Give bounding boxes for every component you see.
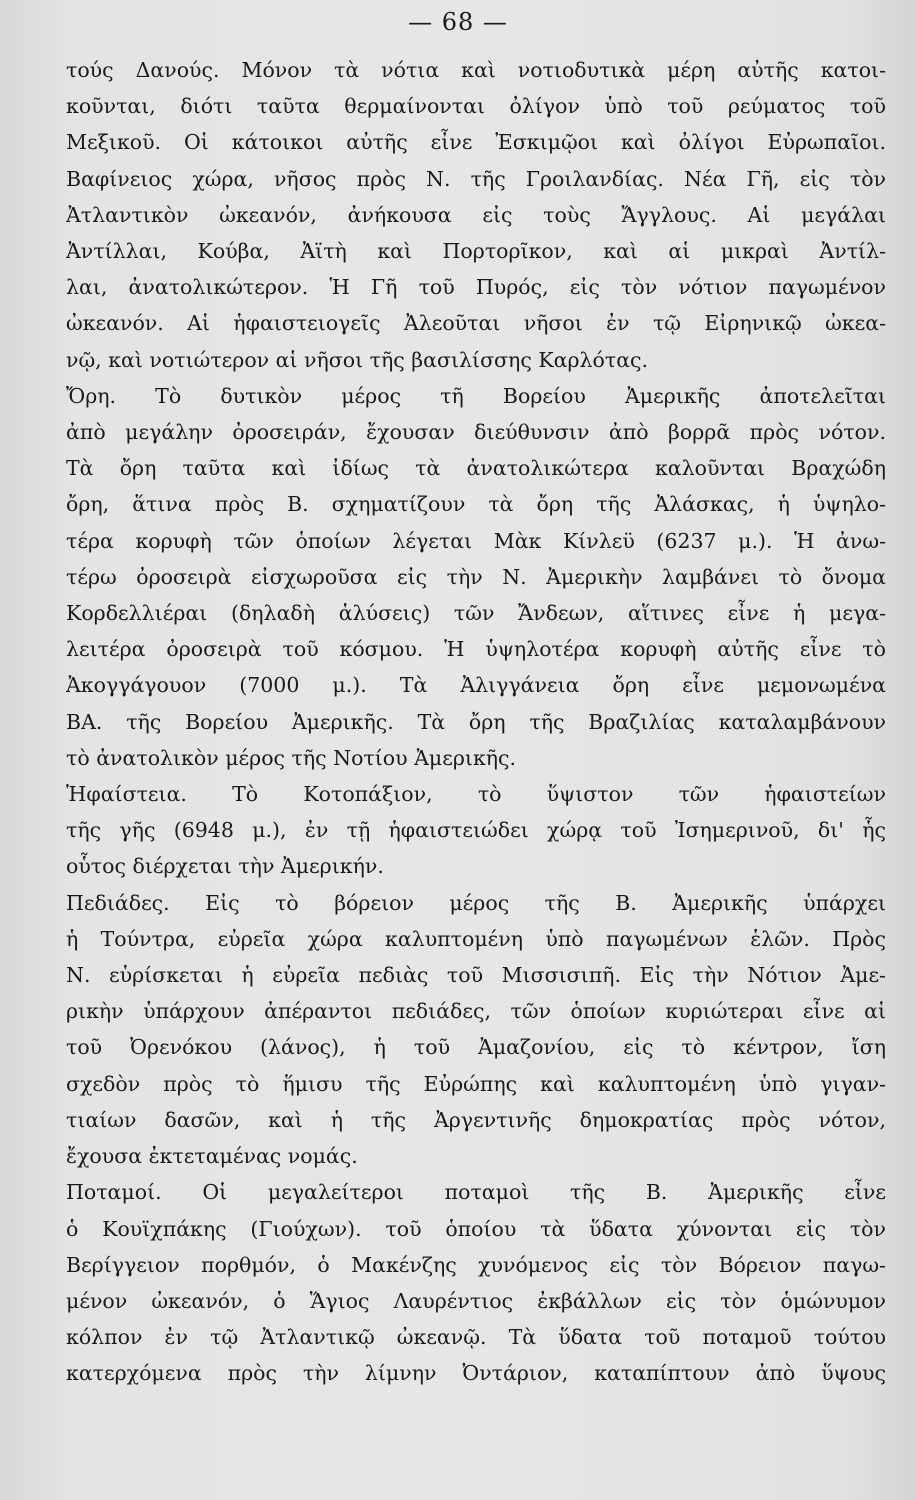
text-line: Ἀντίλλαι, Κούβα, Ἀϊτὴ καὶ Πορτορῖκον, καὶ αἱ μικραὶ Ἀντίλ- (66, 239, 886, 264)
text-line: τοῦ Ὀρενόκου (λάνος), ἡ τοῦ Ἀμαζονίου, εἰς τὸ κέντρον, ἴση (66, 1035, 886, 1060)
text-line: Βερίγγειον πορθμόν, ὁ Μακένζης χυνόμενος εἰς τὸν Βόρειον παγω- (66, 1252, 886, 1277)
text-line: τέρω ὀροσειρὰ εἰσχωροῦσα εἰς τὴν Ν. Ἀμερικὴν λαμβάνει τὸ ὄνομα (66, 564, 886, 589)
text-line: κόλπον ἐν τῷ Ἀτλαντικῷ ὠκεανῷ. Τὰ ὕδατα τοῦ ποταμοῦ τούτου (66, 1325, 886, 1350)
text-line: μένον ὠκεανόν, ὁ Ἅγιος Λαυρέντιος ἐκβάλλων εἰς τὸν ὁμώνυμον (66, 1288, 886, 1313)
text-line: ἀπὸ μεγάλην ὀροσειράν, ἔχουσαν διεύθυνσιν ἀπὸ βορρᾶ πρὸς νότον. (66, 420, 886, 445)
text-line: Ἀτλαντικὸν ὠκεανόν, ἀνήκουσα εἰς τοὺς Ἄγγλους. Αἱ μεγάλαι (66, 202, 886, 227)
text-line: ΒΑ. τῆς Βορείου Ἀμερικῆς. Τὰ ὄρη τῆς Βραζιλίας καταλαμβάνουν (66, 709, 886, 734)
text-line: Ἀκογγάγουον (7000 μ.). Τὰ Ἀλιγγάνεια ὄρη εἶνε μεμονωμένα (66, 673, 886, 698)
text-line: ὄρη, ἅτινα πρὸς Β. σχηματίζουν τὰ ὄρη τῆς Ἀλάσκας, ἡ ὑψηλο- (66, 492, 886, 517)
text-line: τέρα κορυφὴ τῶν ὁποίων λέγεται Μὰκ Κίνλεϋ (6237 μ.). Ἡ ἀνω- (66, 528, 886, 553)
text-line: Ὄρη. Τὸ δυτικὸν μέρος τῆ Βορείου Ἀμερικῆς ἀποτελεῖται (66, 383, 886, 408)
text-line: ὁ Κουϊχπάκης (Γιούχων). τοῦ ὁποίου τὰ ὕδατα χύνονται εἰς τὸν (66, 1216, 886, 1241)
body-text (66, 52, 886, 1392)
text-line: ἔχουσα ἐκτεταμένας νομάς. (66, 1144, 358, 1169)
text-line: τούς Δανούς. Μόνον τὰ νότια καὶ νοτιοδυτικὰ μέρη αὐτῆς κατοι- (66, 58, 886, 82)
text-line: ὠκεανόν. Αἱ ἡφαιστειογεῖς Ἀλεοῦται νῆσοι ἐν τῷ Εἰρηνικῷ ὠκεα- (66, 311, 886, 336)
text-line: νῷ, καὶ νοτιώτερον αἱ νῆσοι τῆς βασιλίσσης Καρλότας. (66, 347, 649, 372)
text-line: ρικὴν ὑπάρχουν ἀπέραντοι πεδιάδες, τῶν ὁποίων κυριώτεραι εἶνε αἱ (66, 999, 886, 1024)
text-line: ἡ Τούντρα, εὐρεῖα χώρα καλυπτομένη ὑπὸ παγωμένων ἑλῶν. Πρὸς (66, 926, 886, 951)
text-line: Βαφίνειος χώρα, νῆσος πρὸς Ν. τῆς Γροιλανδίας. Νέα Γῆ, εἰς τὸν (66, 166, 886, 191)
text-line: τὸ ἀνατολικὸν μέρος τῆς Νοτίου Ἀμερικῆς. (66, 745, 517, 770)
text-line: Τὰ ὄρη ταῦτα καὶ ἰδίως τὰ ἀνατολικώτερα καλοῦνται Βραχώδη (66, 456, 886, 481)
text-line: Κορδελλιέραι (δηλαδὴ ἁλύσεις) τῶν Ἄνδεων, αἵτινες εἶνε ἡ μεγα- (66, 601, 886, 626)
text-line: Μεξικοῦ. Οἱ κάτοικοι αὐτῆς εἶνε Ἐσκιμῷοι καὶ ὀλίγοι Εὐρωπαῖοι. (66, 130, 886, 155)
text-line: κοῦνται, διότι ταῦτα θερμαίνονται ὀλίγον ὑπὸ τοῦ ρεύματος τοῦ (66, 94, 886, 119)
text-line: λαι, ἀνατολικώτερον. Ἡ Γῆ τοῦ Πυρός, εἰς τὸν νότιον παγωμένον (66, 275, 886, 300)
text-line: σχεδὸν πρὸς τὸ ἥμισυ τῆς Εὐρώπης καὶ καλυπτομένη ὑπὸ γιγαν- (66, 1071, 886, 1096)
text-line: Ποταμοί. Οἱ μεγαλείτεροι ποταμοὶ τῆς Β. Ἀμερικῆς εἶνε (66, 1180, 886, 1205)
text-line: λειτέρα ὀροσειρὰ τοῦ κόσμου. Ἡ ὑψηλοτέρα κορυφὴ αὐτῆς εἶνε τὸ (66, 637, 886, 662)
text-line: Πεδιάδες. Εἰς τὸ βόρειον μέρος τῆς Β. Ἀμερικῆς ὑπάρχει (66, 890, 886, 915)
text-line: Ἡφαίστεια. Τὸ Κοτοπάξιον, τὸ ὕψιστον τῶν ἡφαιστείων (66, 782, 886, 807)
text-line: Ν. εὑρίσκεται ἡ εὐρεῖα πεδιὰς τοῦ Μισσισιπῆ. Εἰς τὴν Νότιον Ἀμε- (66, 963, 886, 988)
text-line: κατερχόμενα πρὸς τὴν λίμνην Ὀντάριον, καταπίπτουν ἀπὸ ὕψους (66, 1361, 886, 1386)
text-line: τῆς γῆς (6948 μ.), ἐν τῇ ἡφαιστειώδει χώρᾳ τοῦ Ἰσημερινοῦ, δι' ἧς (66, 818, 886, 843)
page-number: — 68 — (408, 8, 508, 36)
text-line: τιαίων δασῶν, καὶ ἡ τῆς Ἀργεντινῆς δημοκρατίας πρὸς νότον, (66, 1107, 886, 1132)
text-line: οὗτος διέρχεται τὴν Ἀμερικήν. (66, 854, 384, 879)
